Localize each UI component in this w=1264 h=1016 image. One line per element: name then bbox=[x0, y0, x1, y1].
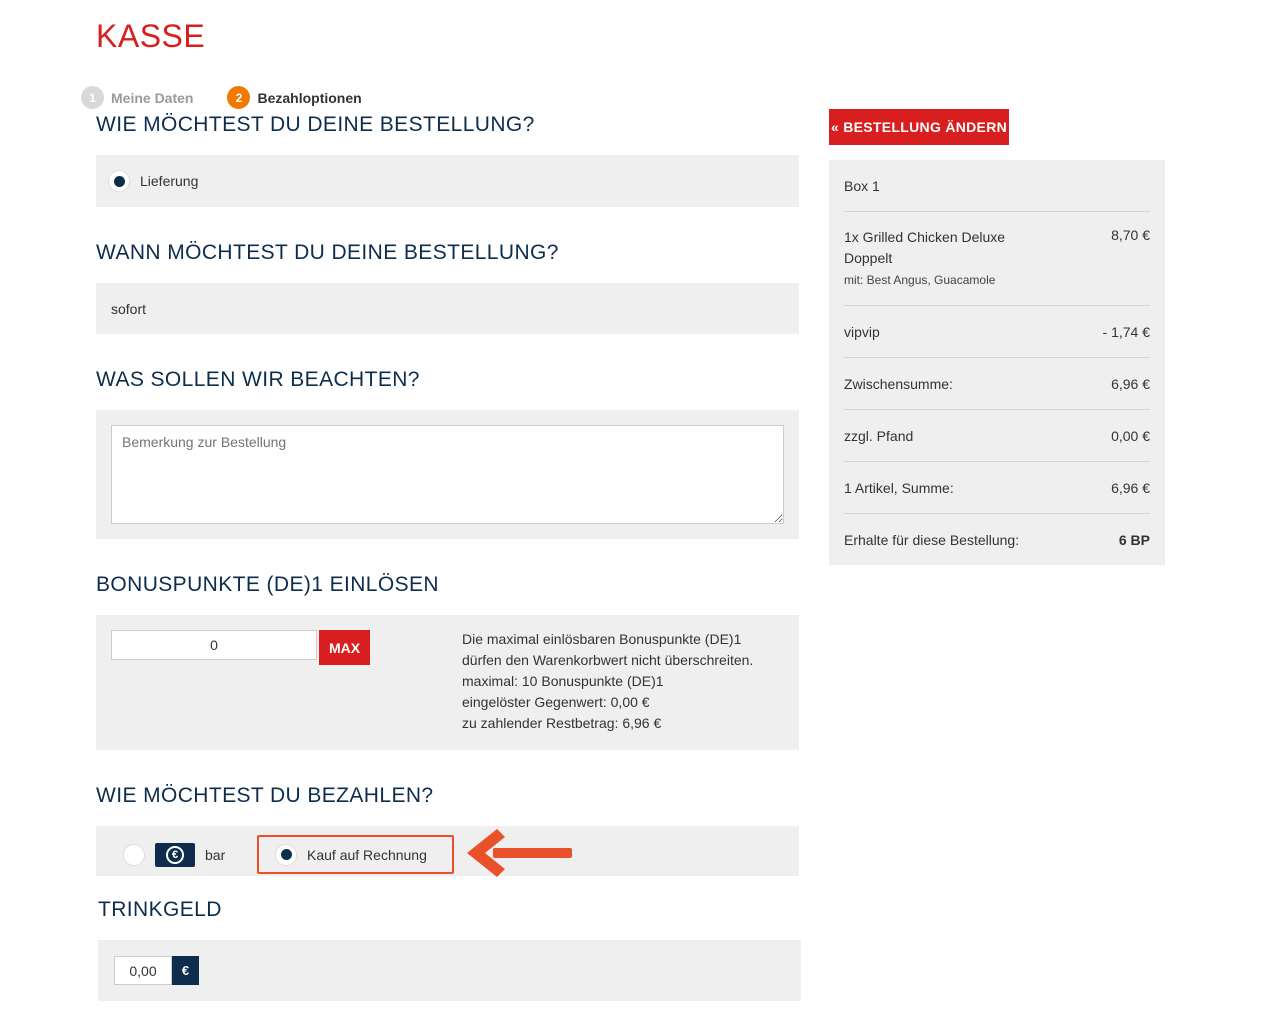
currency-badge: € bbox=[172, 956, 199, 985]
step-number: 2 bbox=[227, 86, 250, 109]
order-note-textarea[interactable] bbox=[111, 425, 784, 524]
page-title: KASSE bbox=[96, 18, 206, 54]
tip-panel bbox=[98, 940, 801, 1001]
item-price: 8,70 € bbox=[1111, 227, 1150, 243]
pointer-arrow-icon bbox=[465, 827, 575, 879]
bonus-info-line: zu zahlender Restbetrag: 6,96 € bbox=[462, 715, 662, 731]
payment-option-invoice[interactable] bbox=[257, 835, 454, 874]
bonus-points-earned: 6 BP bbox=[1118, 532, 1150, 548]
step-meine-daten[interactable] bbox=[81, 86, 193, 109]
summary-label: zzgl. Pfand bbox=[844, 427, 914, 444]
summary-label: Zwischensumme: bbox=[844, 375, 953, 392]
bar-radio[interactable] bbox=[123, 844, 145, 866]
summary-box-row bbox=[844, 160, 1150, 212]
summary-row bbox=[844, 358, 1150, 410]
summary-label: vipvip bbox=[844, 323, 880, 340]
delivery-panel bbox=[96, 155, 799, 207]
bonus-panel bbox=[96, 615, 799, 750]
bar-label[interactable]: bar bbox=[205, 847, 226, 863]
radio-selected-dot bbox=[281, 849, 292, 860]
summary-label: 1 Artikel, Summe: bbox=[844, 479, 954, 496]
step-bezahloptionen bbox=[227, 86, 361, 109]
summary-item-row bbox=[844, 212, 1150, 306]
delivery-option-label[interactable]: Lieferung bbox=[140, 173, 199, 189]
delivery-radio[interactable] bbox=[108, 170, 130, 192]
bonus-info bbox=[462, 629, 753, 734]
summary-value: 0,00 € bbox=[1111, 427, 1150, 444]
item-extras: mit: Best Angus, Guacamole bbox=[844, 273, 996, 287]
invoice-radio[interactable] bbox=[275, 844, 297, 866]
tip-input[interactable] bbox=[114, 956, 172, 985]
change-order-button[interactable]: « BESTELLUNG ÄNDERN bbox=[829, 109, 1009, 145]
bonus-info-line: eingelöster Gegenwert: 0,00 € bbox=[462, 694, 650, 710]
summary-row bbox=[844, 462, 1150, 514]
delivery-heading: WIE MÖCHTEST DU DEINE BESTELLUNG? bbox=[96, 113, 535, 136]
summary-value: - 1,74 € bbox=[1102, 323, 1150, 340]
invoice-label[interactable]: Kauf auf Rechnung bbox=[307, 846, 427, 863]
checkout-steps bbox=[81, 86, 396, 109]
payment-panel bbox=[96, 826, 799, 876]
note-panel bbox=[96, 410, 799, 539]
bonus-info-line: maximal: 10 Bonuspunkte (DE)1 bbox=[462, 673, 664, 689]
when-heading: WANN MÖCHTEST DU DEINE BESTELLUNG? bbox=[96, 241, 559, 264]
payment-option-bar[interactable] bbox=[123, 843, 225, 867]
box-label: Box 1 bbox=[844, 177, 880, 194]
summary-row bbox=[844, 514, 1150, 566]
tip-heading: TRINKGELD bbox=[98, 898, 222, 921]
step-label: Meine Daten bbox=[111, 89, 194, 106]
order-summary bbox=[829, 160, 1165, 565]
bonus-info-line: Die maximal einlösbaren Bonuspunkte (DE)1 bbox=[462, 631, 742, 647]
note-heading: WAS SOLLEN WIR BEACHTEN? bbox=[96, 368, 420, 391]
bonus-info-line: dürfen den Warenkorbwert nicht überschreiten. bbox=[462, 652, 754, 668]
summary-value: 6,96 € bbox=[1111, 375, 1150, 392]
when-value: sofort bbox=[111, 300, 147, 317]
summary-row bbox=[844, 410, 1150, 462]
step-label: Bezahloptionen bbox=[257, 89, 362, 106]
item-name: 1x Grilled Chicken Deluxe Doppelt bbox=[844, 229, 1006, 266]
payment-heading: WIE MÖCHTEST DU BEZAHLEN? bbox=[96, 784, 434, 807]
summary-label: Erhalte für diese Bestellung: bbox=[844, 532, 1020, 548]
bonus-points-input[interactable] bbox=[111, 630, 317, 660]
max-bonus-button[interactable]: MAX bbox=[319, 630, 370, 665]
bonus-heading: BONUSPUNKTE (DE)1 EINLÖSEN bbox=[96, 573, 439, 596]
radio-selected-dot bbox=[114, 176, 125, 187]
step-number: 1 bbox=[81, 86, 104, 109]
when-select[interactable] bbox=[96, 283, 799, 334]
euro-banknote-icon: € bbox=[155, 843, 195, 867]
summary-row bbox=[844, 306, 1150, 358]
summary-value: 6,96 € bbox=[1111, 479, 1150, 496]
